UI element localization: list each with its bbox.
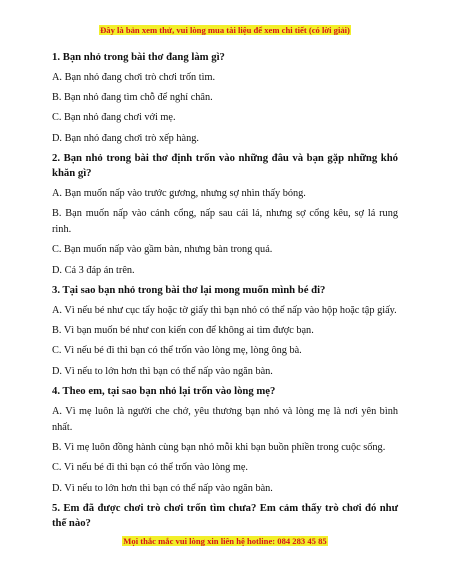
answer-option: D. Vì nếu to lớn hơn thì bạn có thể nấp vào ngăn bàn. bbox=[52, 482, 273, 494]
question-list bbox=[52, 50, 398, 536]
answer-option: D. Bạn nhỏ đang chơi trò xếp hàng. bbox=[52, 132, 199, 144]
question-title: 3. Tại sao bạn nhỏ trong bài thơ lại mong muốn mình bé đi? bbox=[52, 284, 326, 297]
question-block bbox=[52, 151, 398, 278]
answer-option: B. Vì mẹ luôn đồng hành cùng bạn nhỏ mỗi khi bạn buồn phiền trong cuộc sống. bbox=[52, 442, 386, 454]
question-block bbox=[52, 283, 398, 380]
answer-option: B. Bạn muốn nấp vào cánh cổng, nấp sau cái lá, nhưng sợ cổng kêu, sợ lá rung rinh. bbox=[52, 208, 398, 235]
answer-option: A. Vì nếu bé như cục tẩy hoặc tờ giấy thì bạn nhỏ có thể nấp vào hộp hoặc tập giấy. bbox=[52, 304, 397, 316]
question-block bbox=[52, 501, 398, 531]
answer-option: A. Vì mẹ luôn là người che chở, yêu thương bạn nhỏ và lòng mẹ là nơi yên bình nhất. bbox=[52, 405, 398, 433]
answer-option: C. Bạn muốn nấp vào gầm bàn, nhưng bàn trong quá. bbox=[52, 244, 273, 256]
answer-option: D. Cả 3 đáp án trên. bbox=[52, 264, 135, 276]
answer-option: C. Bạn nhỏ đang chơi với mẹ. bbox=[52, 112, 176, 124]
answer-option: C. Vì nếu bé đi thì bạn có thể trốn vào lòng mẹ, lòng ông bà. bbox=[52, 345, 302, 357]
answer-option: C. Vì nếu bé đi thì bạn có thể trốn vào lòng mẹ. bbox=[52, 462, 248, 474]
hotline-notice-text: Mọi thắc mắc vui lòng xin liên hệ hotline: 084 283 45 85 bbox=[123, 536, 327, 546]
answer-option: B. Vì bạn muốn bé như con kiến con để không ai tìm được bạn. bbox=[52, 325, 314, 337]
question-block bbox=[52, 50, 398, 147]
preview-notice-text: Đây là bản xem thử, vui lòng mua tài liệu để xem chi tiết (có lời giải) bbox=[100, 25, 350, 35]
hotline-notice-banner bbox=[0, 536, 450, 547]
preview-notice-banner bbox=[0, 25, 450, 36]
answer-option: B. Bạn nhỏ đang tìm chỗ để nghỉ chân. bbox=[52, 91, 213, 103]
question-block bbox=[52, 384, 398, 496]
question-title: 1. Bạn nhỏ trong bài thơ đang làm gì? bbox=[52, 51, 225, 63]
answer-option: A. Bạn muốn nấp vào trước gương, nhưng sợ nhìn thấy bóng. bbox=[52, 187, 306, 199]
answer-option: A. Bạn nhỏ đang chơi trò chơi trốn tìm. bbox=[52, 71, 216, 83]
question-title: 4. Theo em, tại sao bạn nhỏ lại trốn vào lòng mẹ? bbox=[52, 385, 276, 398]
question-title: 5. Em đã được chơi trò chơi trốn tìm chưa? Em cảm thấy trò chơi đó như thế nào? bbox=[52, 502, 398, 530]
question-title: 2. Bạn nhỏ trong bài thơ định trốn vào những đâu và bạn gặp những khó khăn gì? bbox=[52, 152, 398, 180]
answer-option: D. Vì nếu to lớn hơn thì bạn có thể nấp vào ngăn bàn. bbox=[52, 365, 273, 377]
